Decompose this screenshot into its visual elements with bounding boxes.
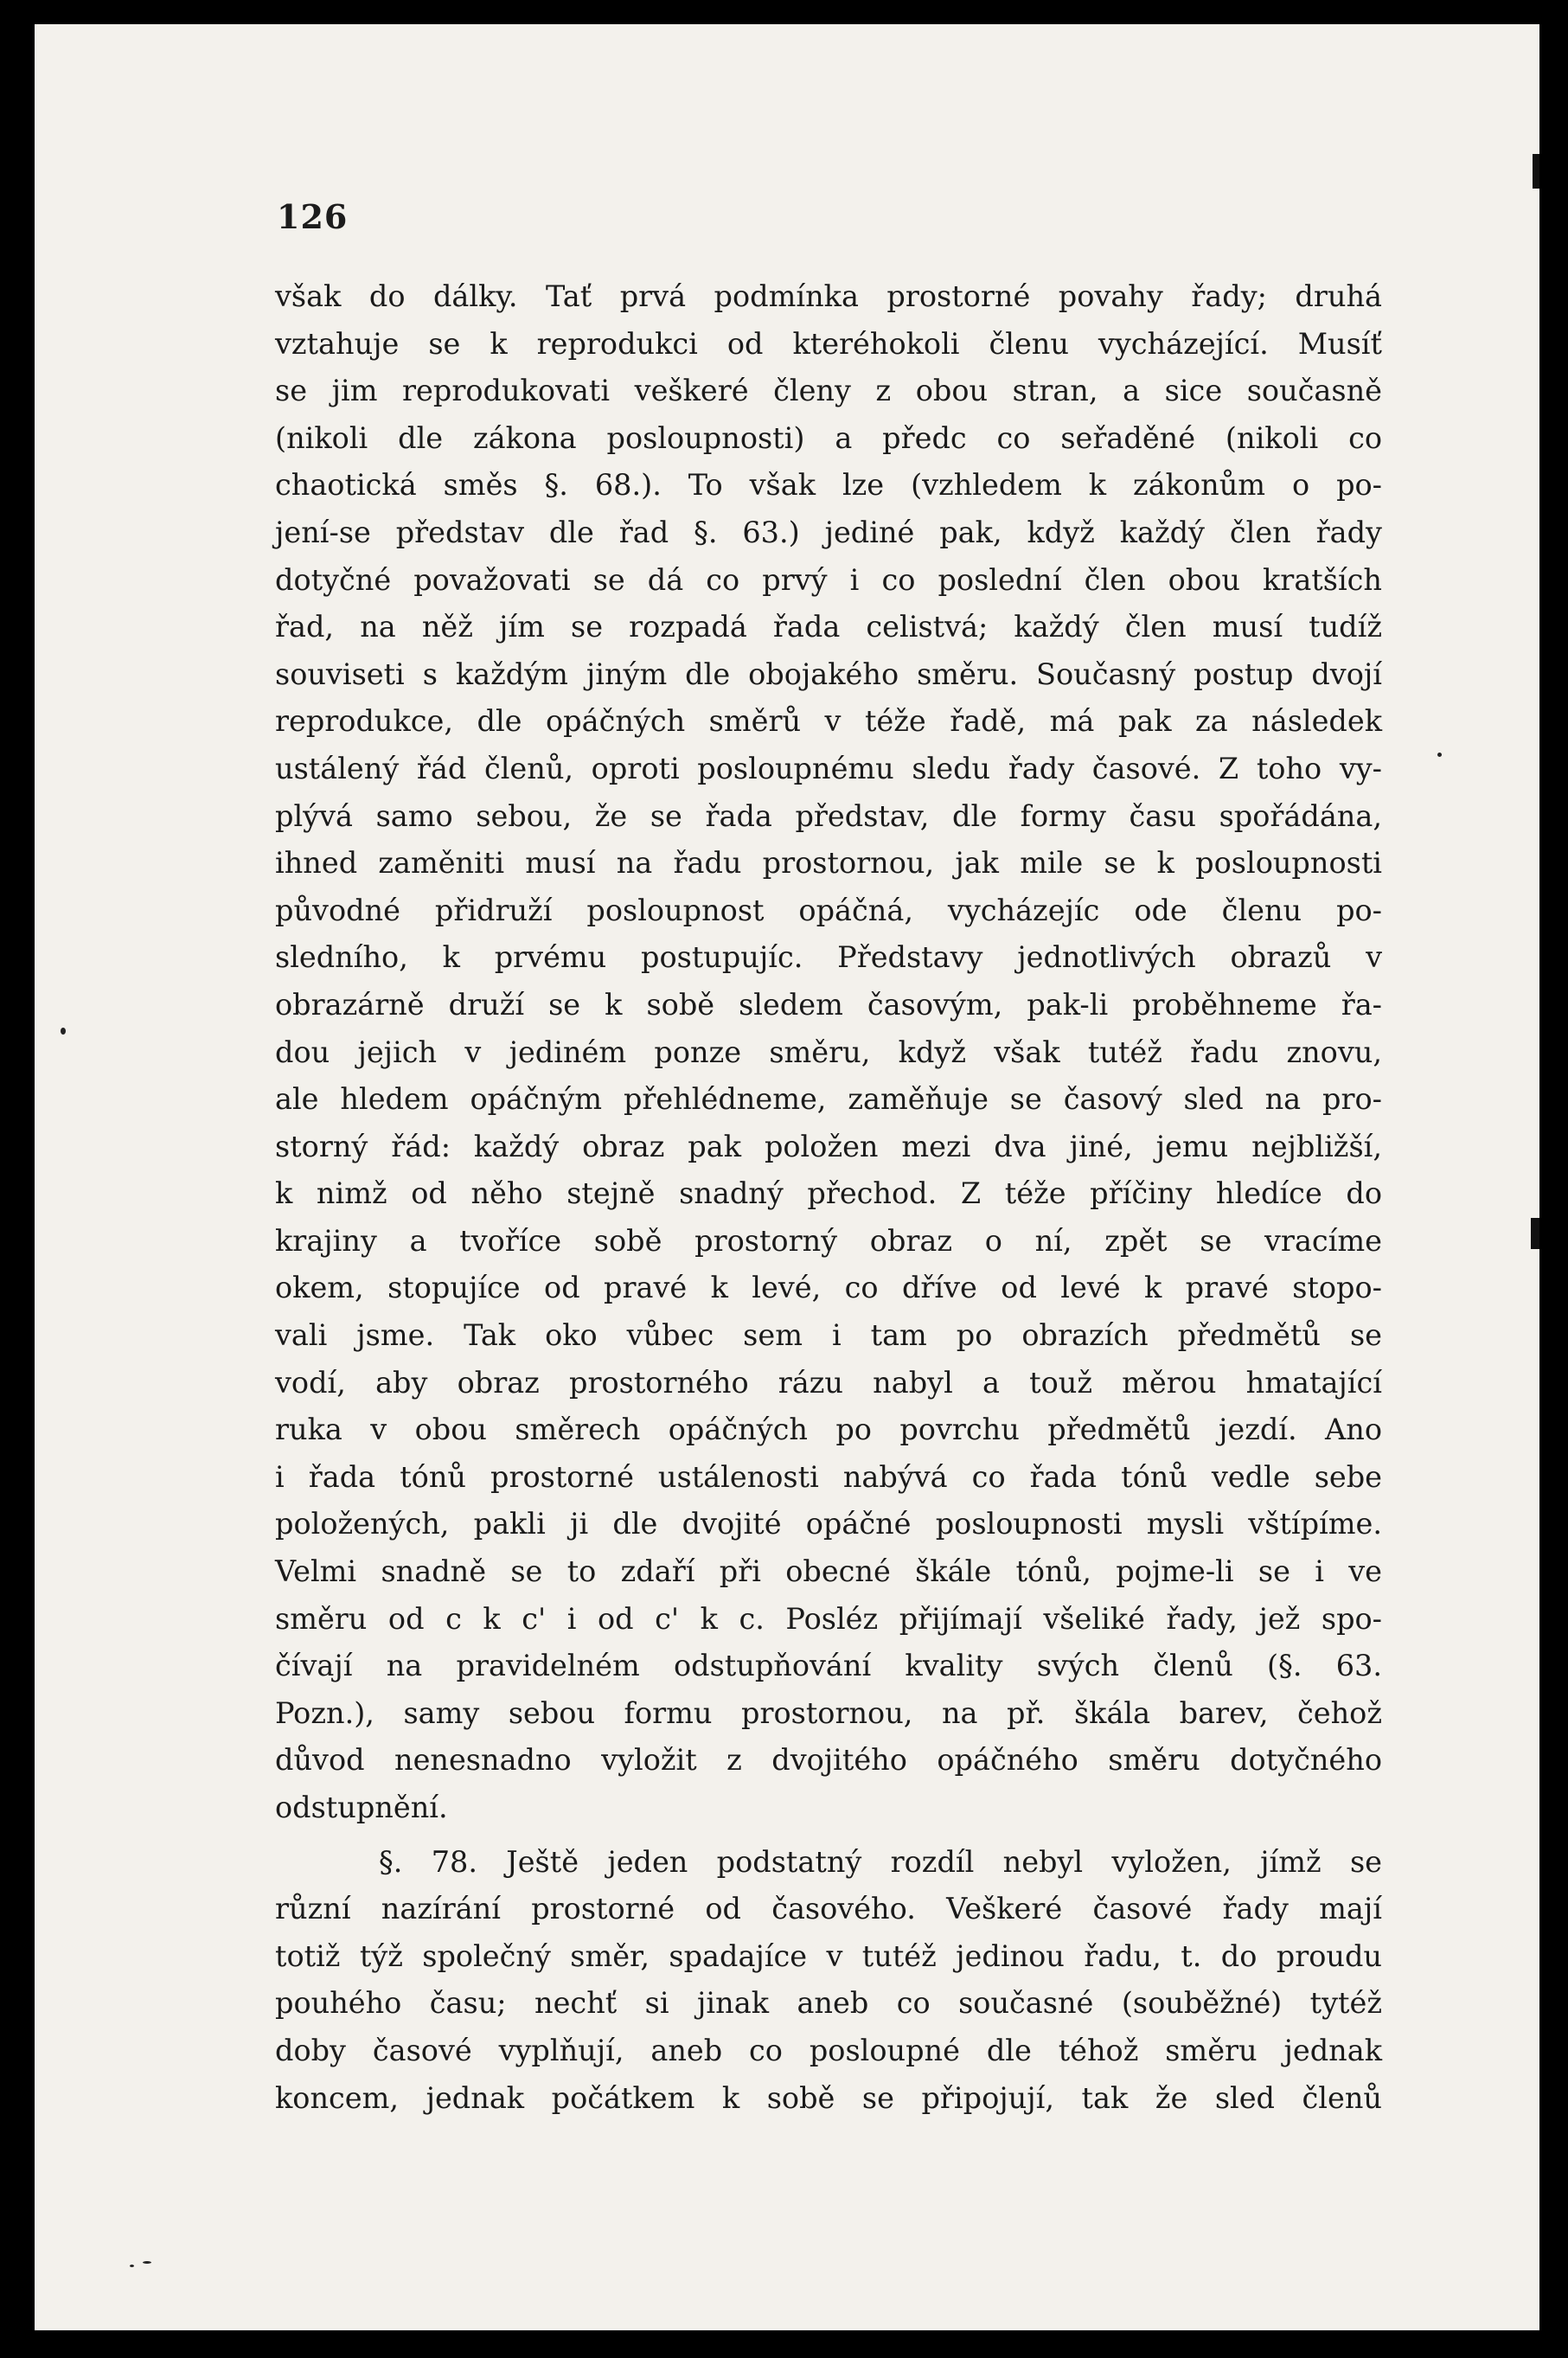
text-line: ruka v obou směrech opáčných po povrchu předmětů jezdí. Ano <box>275 1413 1382 1447</box>
body-text <box>275 273 1382 2122</box>
text-line: směru od c k c' i od c' k c. Posléz přijímají všeliké řady, jež spo- <box>275 1601 1382 1636</box>
text-line: Velmi snadně se to zdaří při obecné škále tónů, pojme-li se i ve <box>275 1554 1382 1589</box>
text-line: ale hledem opáčným přehlédneme, zaměňuje se časový sled na pro- <box>275 1082 1382 1117</box>
text-line: řad, na něž jím se rozpadá řada celistvá; každý člen musí tudíž <box>275 610 1382 644</box>
text-line: plývá samo sebou, že se řada představ, dle formy času spořádána, <box>275 798 1382 833</box>
text-line: však do dálky. Tať prvá podmínka prostorné povahy řady; druhá <box>275 279 1382 313</box>
page-number: 126 <box>277 197 349 236</box>
text-line: různí nazírání prostorné od časového. Veškeré časové řady mají <box>275 1892 1382 1926</box>
book-page <box>35 24 1539 2330</box>
binding-mark <box>1533 154 1539 189</box>
text-line: reprodukce, dle opáčných směrů v téže řadě, má pak za následek <box>275 704 1382 739</box>
text-line: čívají na pravidelném odstupňování kvality svých členů (§. 63. <box>275 1649 1382 1683</box>
text-line: se jim reprodukovati veškeré členy z obou stran, a sice současně <box>275 374 1382 408</box>
paragraph-gap <box>275 1832 1382 1839</box>
text-line: storný řád: každý obraz pak položen mezi dva jiné, jemu nejbližší, <box>275 1129 1382 1163</box>
text-line: pouhého času; nechť si jinak aneb co současné (souběžné) tytéž <box>275 1986 1382 2021</box>
text-line: doby časové vyplňují, aneb co posloupné dle téhož směru jednak <box>275 2033 1382 2067</box>
text-line: koncem, jednak počátkem k sobě se připojují, tak že sled členů <box>275 2080 1382 2115</box>
text-line: vodí, aby obraz prostorného rázu nabyl a touž měrou hmatající <box>275 1365 1382 1400</box>
text-line: důvod nenesnadno vyložit z dvojitého opáčného směru dotyčného <box>275 1743 1382 1778</box>
text-line: Pozn.), samy sebou formu prostornou, na př. škála barev, čehož <box>275 1695 1382 1730</box>
text-line: okem, stopujíce od pravé k levé, co dříve od levé k pravé stopo- <box>275 1271 1382 1305</box>
text-line: ihned zaměniti musí na řadu prostornou, jak mile se k posloupnosti <box>275 846 1382 881</box>
ink-speck <box>1437 753 1442 757</box>
text-line: jení-se představ dle řad §. 63.) jediné pak, když každý člen řady <box>275 515 1382 549</box>
text-line: dou jejich v jediném ponze směru, když však tutéž řadu znovu, <box>275 1035 1382 1069</box>
text-line: sledního, k prvému postupujíc. Představy jednotlivých obrazů v <box>275 940 1382 975</box>
text-line: obrazárně druží se k sobě sledem časovým, pak-li proběhneme řa- <box>275 987 1382 1022</box>
binding-mark <box>1531 1218 1539 1249</box>
text-line: krajiny a tvoříce sobě prostorný obraz o ní, zpět se vracíme <box>275 1223 1382 1258</box>
ink-speck <box>130 2265 134 2267</box>
text-line: ustálený řád členů, oproti posloupnému sledu řady časové. Z toho vy- <box>275 751 1382 785</box>
text-line: souviseti s každým jiným dle obojakého směru. Současný postup dvojí <box>275 657 1382 691</box>
text-line: vali jsme. Tak oko vůbec sem i tam po obrazích předmětů se <box>275 1318 1382 1353</box>
text-line: položených, pakli ji dle dvojité opáčné posloupnosti mysli vštípíme. <box>275 1507 1382 1541</box>
text-line: odstupnění. <box>275 1791 448 1824</box>
text-line: vztahuje se k reprodukci od kteréhokoli členu vycházející. Musíť <box>275 326 1382 361</box>
text-line: dotyčné považovati se dá co prvý i co poslední člen obou kratších <box>275 562 1382 597</box>
text-line: k nimž od něho stejně snadný přechod. Z téže příčiny hledíce do <box>275 1176 1382 1211</box>
text-line: chaotická směs §. 68.). To však lze (vzhledem k zákonům o po- <box>275 468 1382 503</box>
ink-speck <box>143 2261 151 2264</box>
text-line: (nikoli dle zákona posloupnosti) a předc co seřaděné (nikoli co <box>275 420 1382 455</box>
text-line: totiž týž společný směr, spadajíce v tutéž jedinou řadu, t. do proudu <box>275 1938 1382 1973</box>
text-line: i řada tónů prostorné ustálenosti nabývá co řada tónů vedle sebe <box>275 1459 1382 1494</box>
text-line: §. 78. Ještě jeden podstatný rozdíl nebyl vyložen, jímž se <box>379 1844 1382 1879</box>
text-line: původné přidruží posloupnost opáčná, vycházejíc ode členu po- <box>275 893 1382 927</box>
ink-speck <box>61 1028 66 1035</box>
